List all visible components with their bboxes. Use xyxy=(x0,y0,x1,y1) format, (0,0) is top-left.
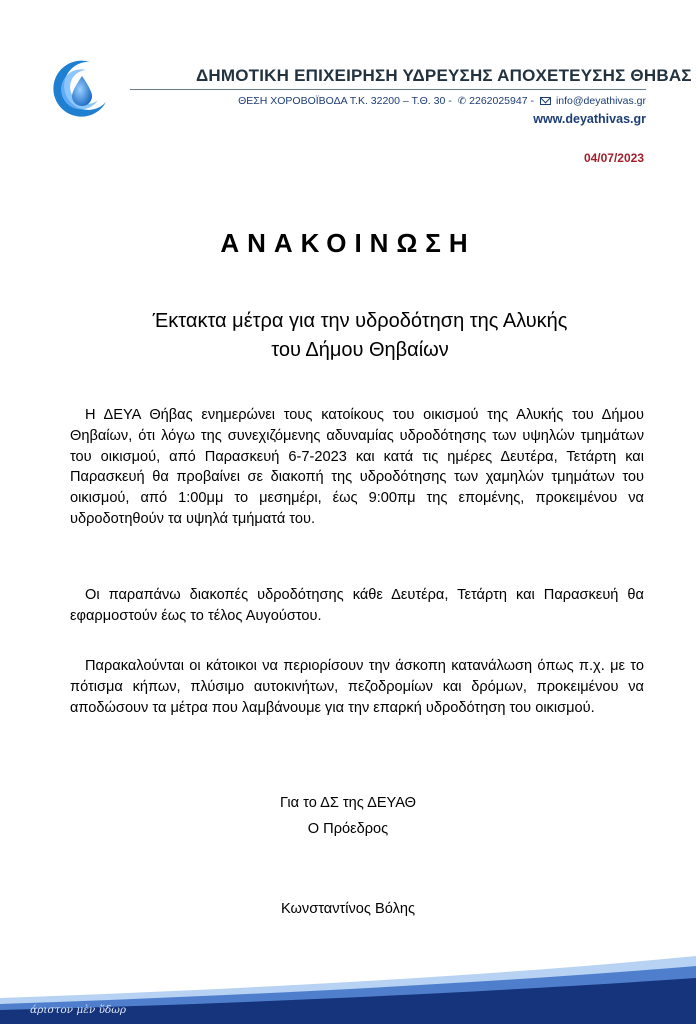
body-paragraph-1: Η ΔΕΥΑ Θήβας ενημερώνει τους κατοίκους του οικισμού της Αλυκής του Δήμου Θηβαίων, ότι λόγω της συνεχιζόμενης αδυναμίας υδροδότησης των υψηλών τμημάτων του οικισμού, από Παρασκευή 6-7-2023 και κατά τις ημέρες Δευτέρα, Τετάρτη και Παρασκευή θα προβαίνει σε διακοπή της υδροδότησης των χαμηλών τμημάτων του οικισμού, από 1:00μμ το μεσημέρι, έως 9:00πμ της επομένης, προκειμένου να υδροδοτηθούν τα υψηλά τμήματά του. xyxy=(70,407,644,527)
subtitle-line-2: του Δήμου Θηβαίων xyxy=(271,339,449,361)
announcement-date: 04/07/2023 xyxy=(583,151,644,165)
website-link[interactable]: www.deyathivas.gr xyxy=(533,112,646,126)
email-link[interactable]: info@deyathivas.gr xyxy=(555,95,646,107)
address-text: ΘΕΣΗ ΧΟΡΟΒΟΪΒΟΔΑ Τ.Κ. 32200 – Τ.Θ. 30 - xyxy=(238,95,452,107)
phone-icon: ✆ xyxy=(457,95,467,107)
body-paragraph-2: Οι παραπάνω διακοπές υδροδότησης κάθε Δευτέρα, Τετάρτη και Παρασκευή θα εφαρμοστούν έως το τέλος Αυγούστου. xyxy=(70,587,644,624)
envelope-icon xyxy=(540,97,551,105)
contact-line xyxy=(238,95,646,107)
organization-name: ΔΗΜΟΤΙΚΗ ΕΠΙΧΕΙΡΗΣΗ ΥΔΡΕΥΣΗΣ ΑΠΟΧΕΤΕΥΣΗΣ ΘΗΒΑΣ xyxy=(196,66,692,85)
announcement-subtitle xyxy=(60,307,660,365)
header-divider xyxy=(130,89,646,90)
signature-name: Κωνσταντίνος Βόλης xyxy=(280,901,416,917)
deya-logo xyxy=(46,56,112,122)
footer-motto: άριστον μὲν ὕδωρ xyxy=(30,1004,127,1016)
water-drop-icon xyxy=(72,76,92,106)
signature-role: Ο Πρόεδρος xyxy=(307,821,389,837)
announcement-title: ΑΝΑΚΟΙΝΩΣΗ xyxy=(220,228,476,258)
phone-text: 2262025947 - xyxy=(469,95,534,107)
signature-on-behalf: Για το ΔΣ της ΔΕΥΑΘ xyxy=(280,795,416,811)
body-paragraph-3: Παρακαλούνται οι κάτοικοι να περιορίσουν την άσκοπη κατανάλωση όπως π.χ. με το πότισμα κήπων, πλύσιμο αυτοκινήτων, πεζοδρομίων και δρόμων, προκειμένου να αποδώσουν τα μέτρα που λαμβάνουμε για την επαρκή υδροδότηση του οικισμού. xyxy=(70,658,644,716)
subtitle-line-1: Έκτακτα μέτρα για την υδροδότηση της Αλυκής xyxy=(152,310,568,332)
